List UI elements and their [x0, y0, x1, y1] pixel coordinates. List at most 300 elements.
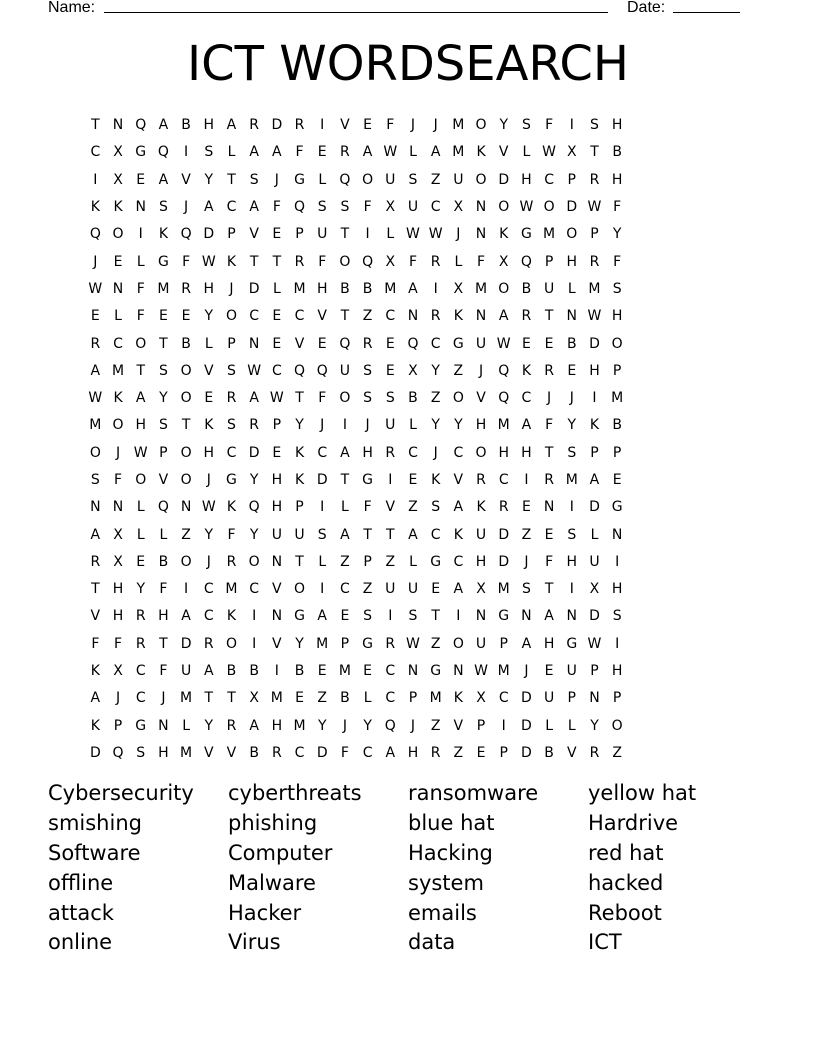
grid-letter: V [476, 390, 486, 407]
grid-letter: V [90, 608, 101, 625]
grid-letter: R [226, 717, 237, 734]
grid-letter: E [136, 553, 146, 570]
grid-letter: T [295, 390, 304, 407]
grid-letter: S [249, 171, 259, 188]
grid-letter: E [158, 308, 168, 325]
grid-letter: L [114, 308, 122, 325]
grid-letter: N [407, 308, 419, 325]
grid-letter: N [543, 499, 555, 516]
grid-letter: S [340, 199, 350, 216]
grid-letter: H [566, 553, 578, 570]
grid-letter: M [293, 717, 306, 734]
grid-letter: A [226, 117, 237, 134]
grid-letter: S [408, 171, 418, 188]
grid-letter: J [184, 199, 189, 216]
grid-letter: W [587, 308, 602, 325]
grid-letter: O [475, 171, 487, 188]
grid-letter: K [226, 253, 237, 270]
grid-letter: S [385, 390, 395, 407]
grid-letter: N [158, 717, 169, 734]
grid-letter: H [521, 444, 532, 461]
grid-letter: F [386, 117, 395, 134]
grid-letter: F [613, 199, 622, 216]
grid-letter: R [430, 744, 441, 761]
grid-letter: W [406, 635, 420, 652]
grid-letter: H [543, 635, 555, 652]
grid-letter: M [270, 690, 283, 707]
grid-letter: S [90, 472, 100, 488]
grid-letter: P [590, 444, 599, 461]
grid-letter: H [271, 499, 283, 516]
grid-letter: C [430, 199, 441, 216]
word-item: hacked [588, 870, 664, 895]
grid-letter: D [271, 117, 283, 134]
grid-letter: F [159, 663, 168, 680]
grid-letter: T [249, 253, 259, 270]
grid-letter: H [611, 171, 623, 188]
grid-letter: H [158, 608, 169, 625]
grid-letter: Z [408, 499, 418, 516]
grid-letter: O [498, 280, 510, 297]
grid-letter: E [136, 171, 146, 188]
grid-letter: Q [248, 499, 260, 516]
grid-letter: A [90, 362, 101, 379]
grid-letter: L [409, 144, 417, 161]
grid-letter: H [611, 117, 623, 134]
grid-letter: C [521, 390, 532, 407]
grid-letter: Z [340, 553, 350, 570]
grid-letter: E [521, 335, 531, 352]
grid-letter: G [157, 253, 169, 270]
grid-letter: E [295, 690, 304, 707]
grid-letter: A [521, 635, 532, 652]
grid-letter: M [611, 390, 624, 407]
grid-letter: C [408, 444, 418, 461]
grid-letter: W [542, 144, 557, 161]
grid-row [84, 385, 734, 412]
word-item: Computer [228, 840, 333, 865]
grid-letter: R [90, 553, 101, 570]
grid-letter: J [410, 117, 416, 134]
grid-letter: I [320, 499, 325, 516]
grid-letter: R [362, 335, 373, 352]
grid-letter: E [272, 308, 282, 325]
grid-letter: N [521, 608, 532, 625]
grid-letter: H [611, 663, 623, 680]
grid-letter: A [430, 144, 441, 161]
grid-letter: A [340, 444, 350, 461]
grid-letter: L [182, 717, 190, 734]
grid-letter: E [317, 335, 327, 352]
grid-row [84, 139, 734, 166]
grid-letter: S [317, 526, 327, 543]
grid-letter: E [113, 253, 123, 270]
grid-letter: P [476, 717, 486, 734]
grid-letter: S [521, 117, 531, 134]
grid-letter: H [475, 417, 487, 434]
grid-letter: T [340, 226, 350, 243]
grid-letter: F [136, 280, 145, 297]
grid-letter: X [476, 581, 486, 598]
grid-letter: Z [453, 362, 464, 379]
grid-letter: A [340, 526, 350, 543]
grid-row [84, 521, 734, 548]
grid-letter: J [342, 717, 347, 734]
grid-letter: D [248, 444, 260, 461]
grid-letter: K [294, 444, 305, 461]
grid-letter: E [408, 472, 418, 488]
grid-letter: J [478, 362, 484, 379]
grid-letter: C [385, 308, 396, 325]
grid-letter: A [408, 280, 418, 297]
grid-letter: S [158, 362, 168, 379]
grid-letter: X [589, 581, 600, 598]
grid-letter: R [249, 117, 260, 134]
grid-letter: I [252, 608, 257, 625]
grid-letter: F [272, 199, 281, 216]
grid-letter: L [386, 226, 395, 243]
grid-letter: N [475, 608, 487, 625]
grid-letter: I [388, 608, 393, 625]
grid-letter: B [181, 117, 191, 134]
grid-letter: J [161, 690, 166, 707]
grid-letter: O [180, 472, 192, 488]
grid-letter: Q [498, 362, 510, 379]
grid-letter: E [544, 663, 554, 680]
grid-letter: H [589, 362, 600, 379]
grid-letter: O [475, 444, 487, 461]
grid-letter: Y [590, 717, 599, 734]
grid-row [84, 112, 734, 139]
grid-letter: T [590, 144, 599, 161]
grid-letter: C [135, 690, 146, 707]
grid-letter: I [342, 417, 347, 434]
grid-letter: Q [520, 253, 532, 270]
grid-row [84, 276, 734, 303]
grid-letter: L [567, 717, 576, 734]
grid-letter: X [249, 690, 259, 707]
grid-letter: Q [339, 335, 351, 352]
grid-letter: U [407, 199, 419, 216]
grid-letter: X [385, 199, 396, 216]
grid-letter: U [385, 417, 396, 434]
grid-letter: D [180, 635, 192, 652]
grid-letter: O [611, 335, 623, 352]
grid-letter: J [320, 417, 325, 434]
name-blank-line [104, 12, 608, 13]
grid-letter: G [294, 171, 305, 188]
grid-letter: E [363, 117, 373, 134]
grid-letter: X [566, 144, 577, 161]
grid-letter: N [90, 499, 101, 516]
word-item: Cybersecurity [48, 781, 194, 806]
word-item: ransomware [408, 781, 539, 806]
word-item: ICT [588, 930, 622, 955]
grid-letter: W [201, 499, 216, 516]
grid-letter: H [112, 581, 124, 598]
grid-letter: N [180, 499, 192, 516]
grid-letter: I [569, 499, 574, 516]
grid-letter: U [339, 362, 351, 379]
grid-letter: B [521, 280, 532, 297]
grid-letter: E [385, 362, 395, 379]
grid-letter: J [206, 553, 211, 570]
grid-letter: X [113, 526, 123, 543]
grid-letter: J [410, 717, 416, 734]
grid-letter: P [612, 690, 622, 707]
grid-letter: M [89, 417, 102, 434]
grid-letter: T [386, 526, 395, 543]
word-item: emails [408, 900, 477, 925]
grid-letter: K [521, 362, 531, 379]
grid-letter: S [567, 526, 577, 543]
grid-letter: W [587, 199, 602, 216]
grid-letter: R [430, 308, 441, 325]
word-row [48, 809, 768, 839]
grid-letter: J [115, 690, 121, 707]
grid-letter: Y [204, 717, 214, 734]
grid-letter: N [611, 526, 623, 543]
grid-letter: R [385, 635, 396, 652]
grid-letter: H [362, 444, 373, 461]
grid-letter: I [320, 117, 325, 134]
grid-letter: S [227, 417, 236, 434]
grid-letter: D [498, 526, 510, 543]
grid-letter: C [317, 444, 328, 461]
grid-row [84, 167, 734, 194]
grid-letter: V [272, 635, 282, 652]
grid-letter: X [385, 253, 396, 270]
grid-letter: U [317, 226, 328, 243]
grid-letter: F [182, 253, 191, 270]
grid-letter: G [135, 717, 147, 734]
grid-letter: N [271, 553, 283, 570]
grid-letter: O [452, 390, 464, 407]
grid-row [84, 631, 734, 658]
grid-letter: U [543, 690, 555, 707]
grid-letter: K [431, 472, 441, 488]
grid-letter: Y [136, 581, 145, 598]
grid-letter: I [252, 635, 257, 652]
grid-letter: B [249, 744, 259, 761]
grid-letter: M [429, 690, 442, 707]
grid-letter: R [430, 253, 441, 270]
grid-row [84, 713, 734, 740]
grid-letter: P [612, 362, 622, 379]
grid-letter: L [409, 553, 417, 570]
grid-letter: J [524, 663, 529, 680]
grid-letter: F [318, 390, 327, 407]
grid-letter: H [611, 581, 623, 598]
grid-row [84, 194, 734, 221]
grid-letter: L [522, 144, 531, 161]
grid-letter: P [295, 226, 304, 243]
grid-letter: P [363, 553, 372, 570]
grid-letter: H [203, 444, 215, 461]
grid-letter: I [456, 608, 461, 625]
grid-letter: I [615, 635, 620, 652]
grid-letter: K [294, 472, 305, 488]
grid-letter: X [408, 362, 418, 379]
grid-letter: J [115, 444, 121, 461]
grid-letter: T [295, 553, 304, 570]
grid-letter: Q [362, 253, 374, 270]
grid-letter: U [407, 581, 419, 598]
grid-letter: U [294, 526, 305, 543]
grid-letter: C [430, 526, 441, 543]
grid-letter: A [453, 581, 464, 598]
grid-letter: F [114, 472, 123, 488]
grid-letter: D [316, 472, 328, 488]
grid-letter: R [203, 635, 214, 652]
grid-letter: W [88, 390, 103, 407]
grid-letter: R [589, 253, 600, 270]
grid-letter: S [590, 117, 599, 134]
grid-letter: N [566, 608, 578, 625]
word-item: attack [48, 900, 114, 925]
grid-letter: V [340, 117, 350, 134]
grid-letter: G [566, 635, 578, 652]
grid-letter: Q [157, 144, 169, 161]
grid-row [84, 603, 734, 630]
grid-letter: F [545, 417, 554, 434]
grid-letter: V [498, 144, 509, 161]
grid-letter: W [428, 226, 443, 243]
grid-row [84, 248, 734, 275]
grid-letter: C [385, 690, 396, 707]
grid-letter: V [203, 744, 214, 761]
grid-letter: P [499, 744, 508, 761]
grid-letter: E [476, 744, 486, 761]
grid-letter: S [227, 362, 236, 379]
grid-letter: R [271, 744, 282, 761]
grid-letter: U [453, 171, 464, 188]
grid-letter: B [294, 663, 305, 680]
word-item: Virus [228, 930, 281, 955]
grid-letter: Z [362, 308, 373, 325]
grid-letter: P [295, 499, 304, 516]
grid-letter: L [409, 417, 417, 434]
grid-letter: P [113, 717, 123, 734]
grid-letter: M [543, 226, 556, 243]
grid-letter: D [248, 280, 260, 297]
grid-letter: N [135, 199, 146, 216]
grid-letter: M [338, 663, 351, 680]
grid-letter: R [498, 499, 509, 516]
grid-letter: V [226, 744, 237, 761]
grid-letter: E [272, 335, 282, 352]
grid-letter: K [226, 608, 237, 625]
word-item: Hacking [408, 840, 493, 865]
grid-letter: O [611, 717, 623, 734]
grid-letter: Y [204, 171, 214, 188]
grid-letter: Z [430, 635, 441, 652]
grid-letter: I [184, 144, 189, 161]
grid-letter: Q [89, 226, 101, 243]
grid-letter: X [113, 663, 123, 680]
grid-letter: J [569, 390, 574, 407]
grid-letter: Y [249, 472, 259, 488]
grid-letter: O [294, 581, 306, 598]
grid-letter: U [475, 335, 487, 352]
grid-letter: U [385, 171, 396, 188]
grid-letter: B [340, 280, 350, 297]
grid-letter: F [363, 199, 372, 216]
grid-letter: D [589, 499, 600, 516]
grid-letter: D [521, 690, 532, 707]
grid-letter: F [295, 144, 304, 161]
grid-letter: G [498, 608, 510, 625]
grid-letter: O [225, 308, 237, 325]
grid-letter: S [431, 499, 441, 516]
grid-letter: P [612, 444, 622, 461]
grid-letter: E [272, 444, 282, 461]
grid-letter: I [615, 553, 620, 570]
grid-letter: E [90, 308, 100, 325]
grid-letter: A [203, 663, 214, 680]
grid-letter: C [430, 335, 441, 352]
word-item: Malware [228, 870, 316, 895]
grid-letter: O [498, 199, 510, 216]
grid-letter: Z [385, 553, 396, 570]
grid-letter: T [431, 608, 440, 625]
grid-letter: F [477, 253, 486, 270]
grid-letter: H [158, 744, 169, 761]
grid-letter: Z [612, 744, 622, 761]
grid-letter: F [227, 526, 236, 543]
grid-letter: U [475, 635, 487, 652]
grid-letter: P [590, 226, 599, 243]
grid-letter: J [433, 117, 438, 134]
grid-letter: V [203, 362, 214, 379]
grid-letter: I [184, 581, 189, 598]
grid-letter: G [362, 472, 374, 488]
grid-letter: N [112, 280, 124, 297]
grid-letter: S [408, 608, 418, 625]
grid-letter: K [589, 417, 600, 434]
grid-letter: Z [430, 390, 441, 407]
grid-letter: Q [498, 390, 510, 407]
grid-row [84, 685, 734, 712]
grid-letter: S [612, 608, 622, 625]
grid-letter: Y [612, 226, 622, 243]
grid-letter: P [340, 635, 350, 652]
grid-letter: O [362, 171, 374, 188]
grid-letter: D [498, 553, 510, 570]
grid-letter: B [566, 335, 577, 352]
grid-letter: S [567, 444, 577, 461]
header-fields [48, 0, 748, 18]
grid-letter: J [229, 280, 234, 297]
grid-letter: Y [204, 526, 214, 543]
grid-letter: F [91, 635, 100, 652]
grid-letter: Q [339, 171, 351, 188]
grid-letter: T [272, 253, 282, 270]
grid-letter: U [543, 280, 555, 297]
grid-letter: G [362, 635, 374, 652]
grid-letter: O [566, 226, 578, 243]
grid-letter: D [89, 744, 101, 761]
grid-letter: C [362, 744, 373, 761]
grid-letter: N [112, 117, 124, 134]
grid-letter: A [90, 526, 101, 543]
grid-letter: U [271, 526, 282, 543]
grid-letter: A [408, 526, 418, 543]
date-blank-line [673, 12, 740, 13]
grid-letter: A [203, 199, 214, 216]
grid-letter: B [158, 553, 169, 570]
grid-row [84, 440, 734, 467]
